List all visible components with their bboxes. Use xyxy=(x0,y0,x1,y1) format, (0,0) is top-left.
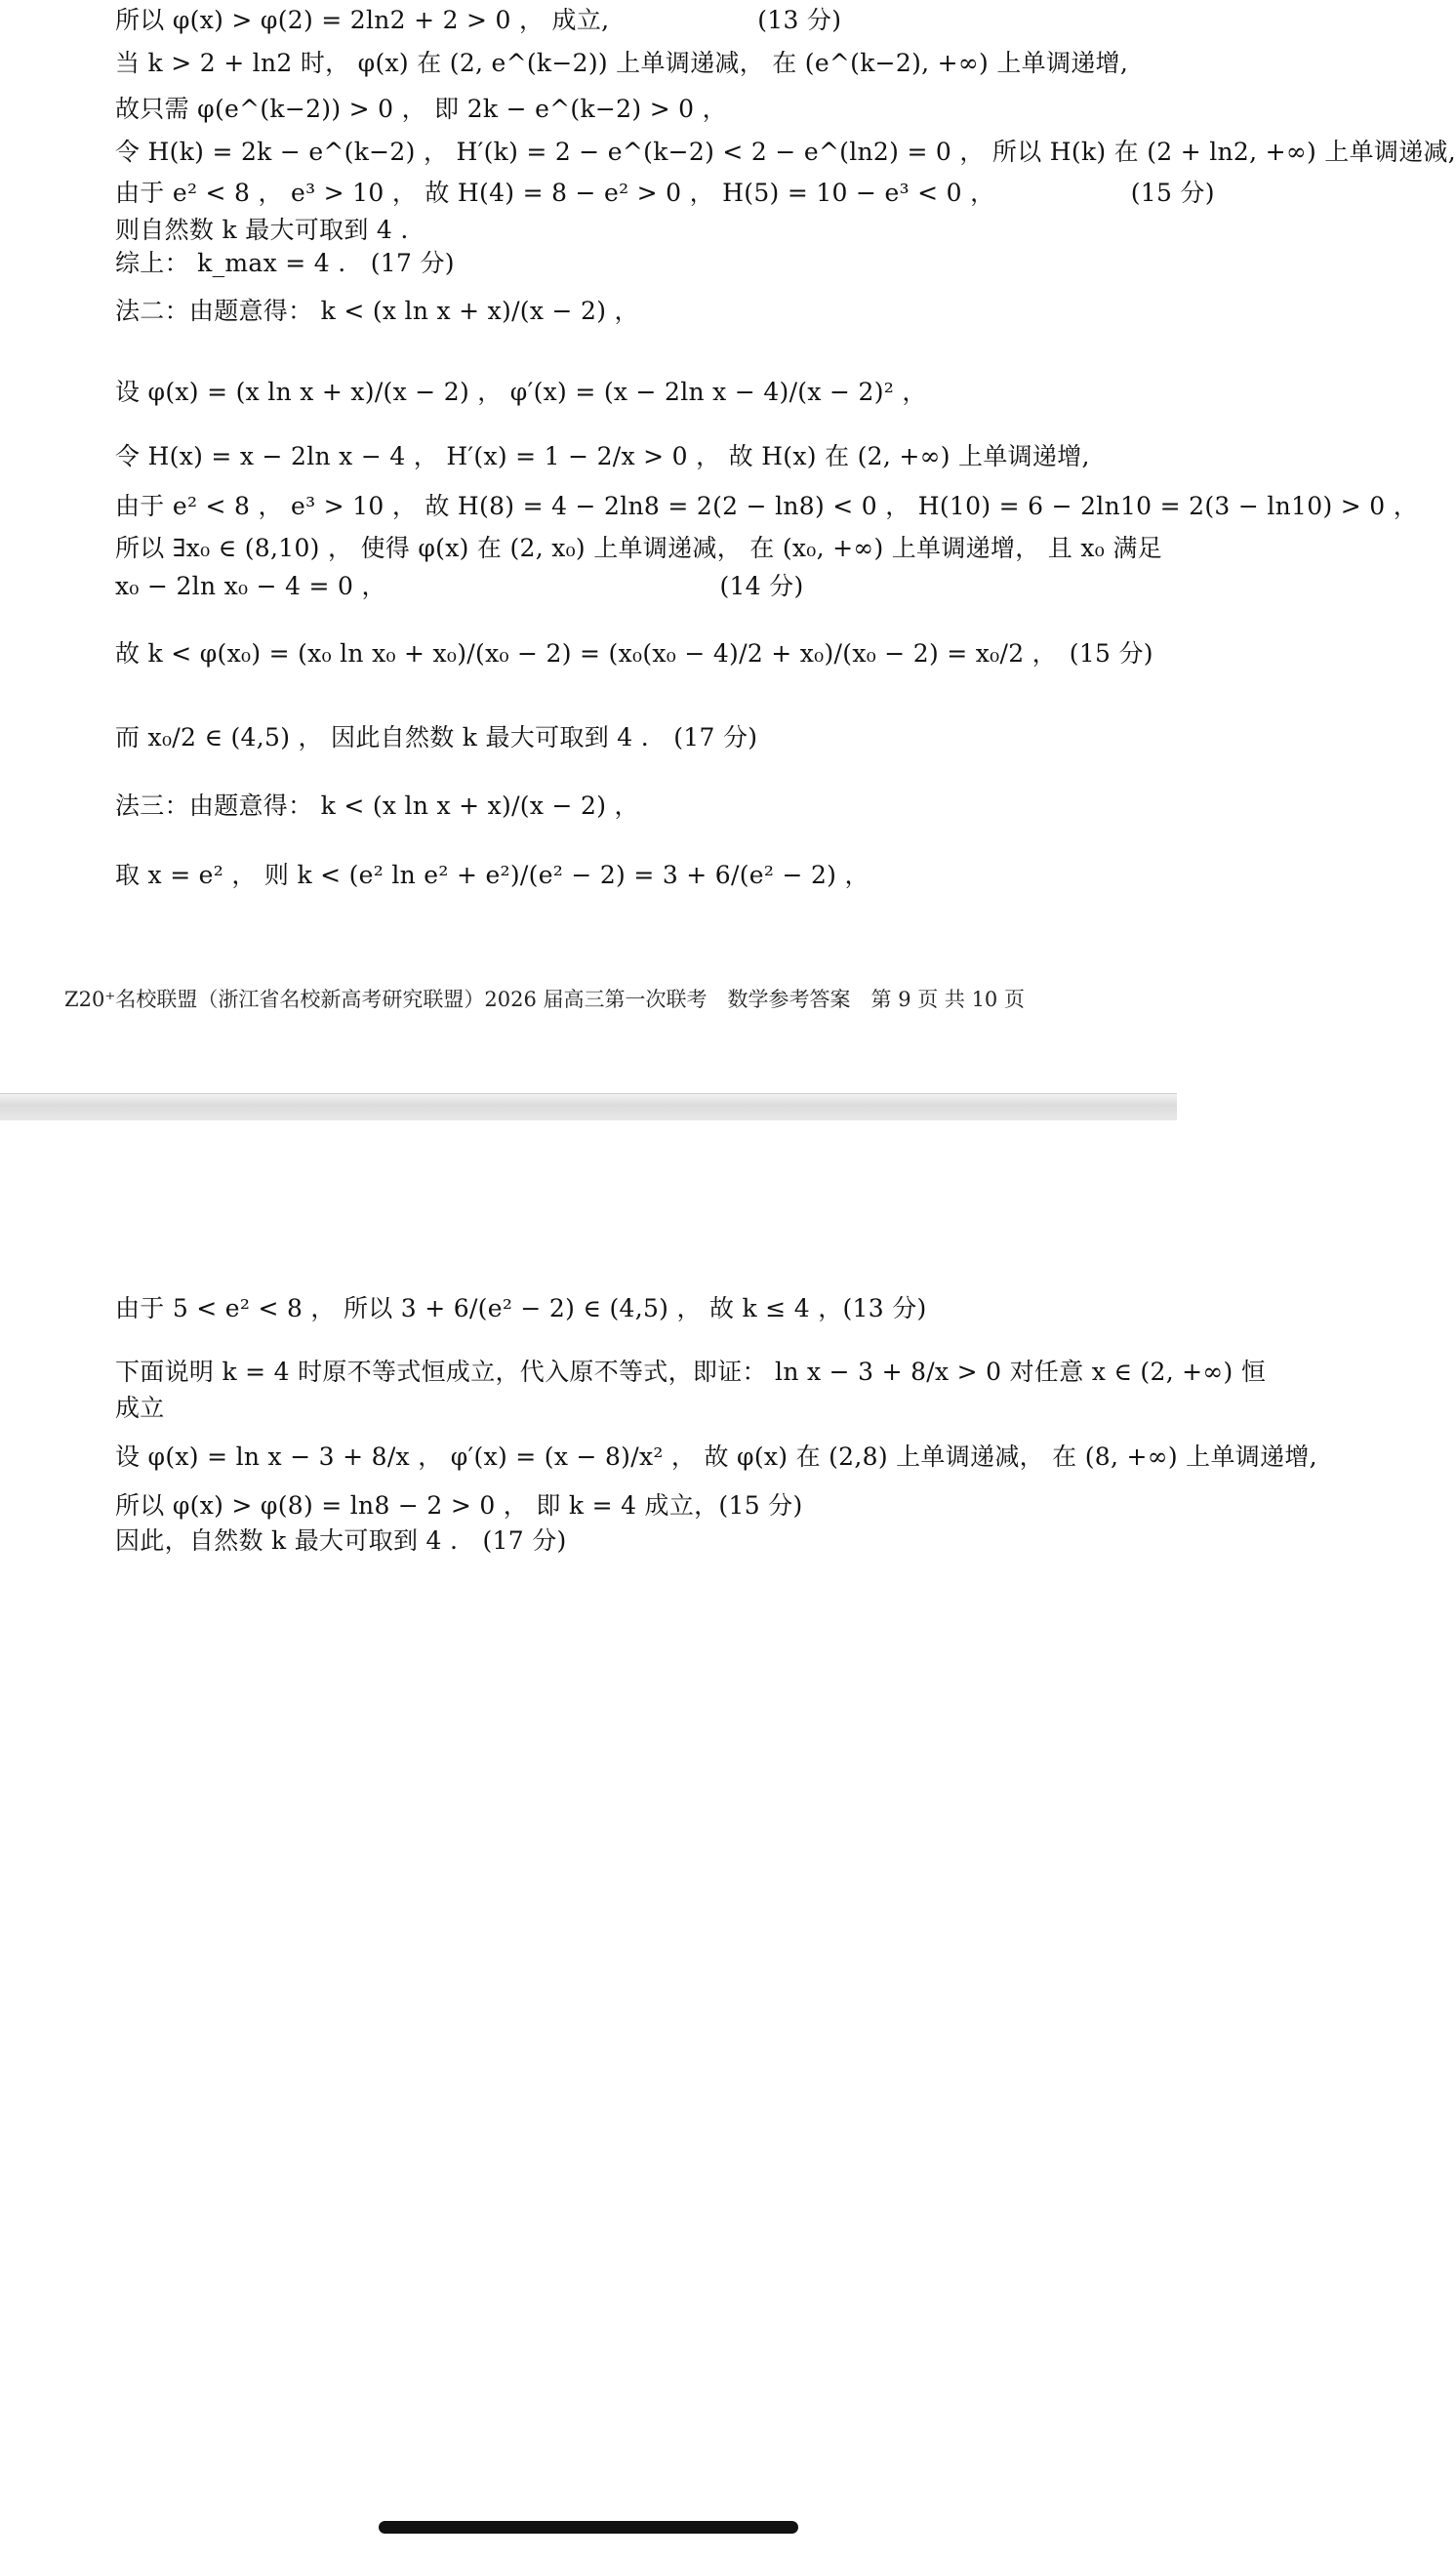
text-line: 法二：由题意得： k < (x ln x + x)/(x − 2) ， xyxy=(115,297,639,325)
text-line: 则自然数 k 最大可取到 4 . xyxy=(115,216,409,244)
page-footer: Z20⁺名校联盟（浙江省名校新高考研究联盟）2026 届高三第一次联考 数学参考答案 第 9 页 共 10 页 xyxy=(64,988,1025,1011)
text-line: 设 φ(x) = ln x − 3 + 8/x ， φ′(x) = (x − 8)/x² ， 故 φ(x) 在 (2,8) 上单调递减， 在 (8, +∞) 上单调递增, xyxy=(115,1442,1317,1471)
home-indicator[interactable] xyxy=(379,2521,798,2534)
text-line: 所以 ∃x₀ ∈ (8,10) ， 使得 φ(x) 在 (2, x₀) 上单调递减， 在 (x₀, +∞) 上单调递增， 且 x₀ 满足 xyxy=(115,534,1162,562)
text-line: 故只需 φ(e^(k−2)) > 0 ， 即 2k − e^(k−2) > 0 ， xyxy=(115,95,727,123)
text-line: 由于 5 < e² < 8 ， 所以 3 + 6/(e² − 2) ∈ (4,5) ， 故 k ≤ 4 ，(13 分) xyxy=(115,1294,927,1322)
text-line: 由于 e² < 8 ， e³ > 10 ， 故 H(8) = 4 − 2ln8 = 2(2 − ln8) < 0 ， H(10) = 6 − 2ln10 = 2(3 − ln10) > 0 ， xyxy=(115,492,1418,520)
text-line: 所以 φ(x) > φ(8) = ln8 − 2 > 0 ， 即 k = 4 成立，(15 分) xyxy=(115,1491,803,1520)
text-line: 由于 e² < 8 ， e³ > 10 ， 故 H(4) = 8 − e² > 0 ， H(5) = 10 − e³ < 0 ， (15 分) xyxy=(115,179,1215,207)
text-line: 令 H(x) = x − 2ln x − 4 ， H′(x) = 1 − 2/x > 0 ， 故 H(x) 在 (2, +∞) 上单调递增, xyxy=(115,442,1090,470)
text-line: 令 H(k) = 2k − e^(k−2) ， H′(k) = 2 − e^(k−2) < 2 − e^(ln2) = 0 ， 所以 H(k) 在 (2 + ln2, +∞) 上单调递减, xyxy=(115,138,1456,166)
text-line: 成立 xyxy=(115,1394,165,1422)
text-line: x₀ − 2ln x₀ − 4 = 0 ， (14 分) xyxy=(115,572,804,600)
text-line: 设 φ(x) = (x ln x + x)/(x − 2) ， φ′(x) = (x − 2ln x − 4)/(x − 2)² ， xyxy=(115,378,927,406)
text-line: 当 k > 2 + ln2 时， φ(x) 在 (2, e^(k−2)) 上单调递减， 在 (e^(k−2), +∞) 上单调递增, xyxy=(115,49,1129,77)
page-separator xyxy=(0,1093,1177,1122)
text-line: 法三：由题意得： k < (x ln x + x)/(x − 2) ， xyxy=(115,792,639,820)
text-line: 下面说明 k = 4 时原不等式恒成立，代入原不等式，即证： ln x − 3 + 8/x > 0 对任意 x ∈ (2, +∞) 恒 xyxy=(115,1358,1267,1386)
text-line: 综上： k_max = 4 . (17 分) xyxy=(115,249,455,277)
text-line: 而 x₀/2 ∈ (4,5) ， 因此自然数 k 最大可取到 4 . (17 分) xyxy=(115,723,758,751)
answer-page-9 xyxy=(0,0,1456,1093)
text-line: 因此，自然数 k 最大可取到 4 . (17 分) xyxy=(115,1526,567,1555)
text-line: 所以 φ(x) > φ(2) = 2ln2 + 2 > 0 ， 成立, (13 分) xyxy=(115,6,842,34)
text-line: 故 k < φ(x₀) = (x₀ ln x₀ + x₀)/(x₀ − 2) = (x₀(x₀ − 4)/2 + x₀)/(x₀ − 2) = x₀/2 ， (15 分) xyxy=(115,639,1153,668)
text-line: 取 x = e² ， 则 k < (e² ln e² + e²)/(e² − 2) = 3 + 6/(e² − 2) ， xyxy=(115,861,870,889)
answer-page-10 xyxy=(0,1120,1317,2559)
